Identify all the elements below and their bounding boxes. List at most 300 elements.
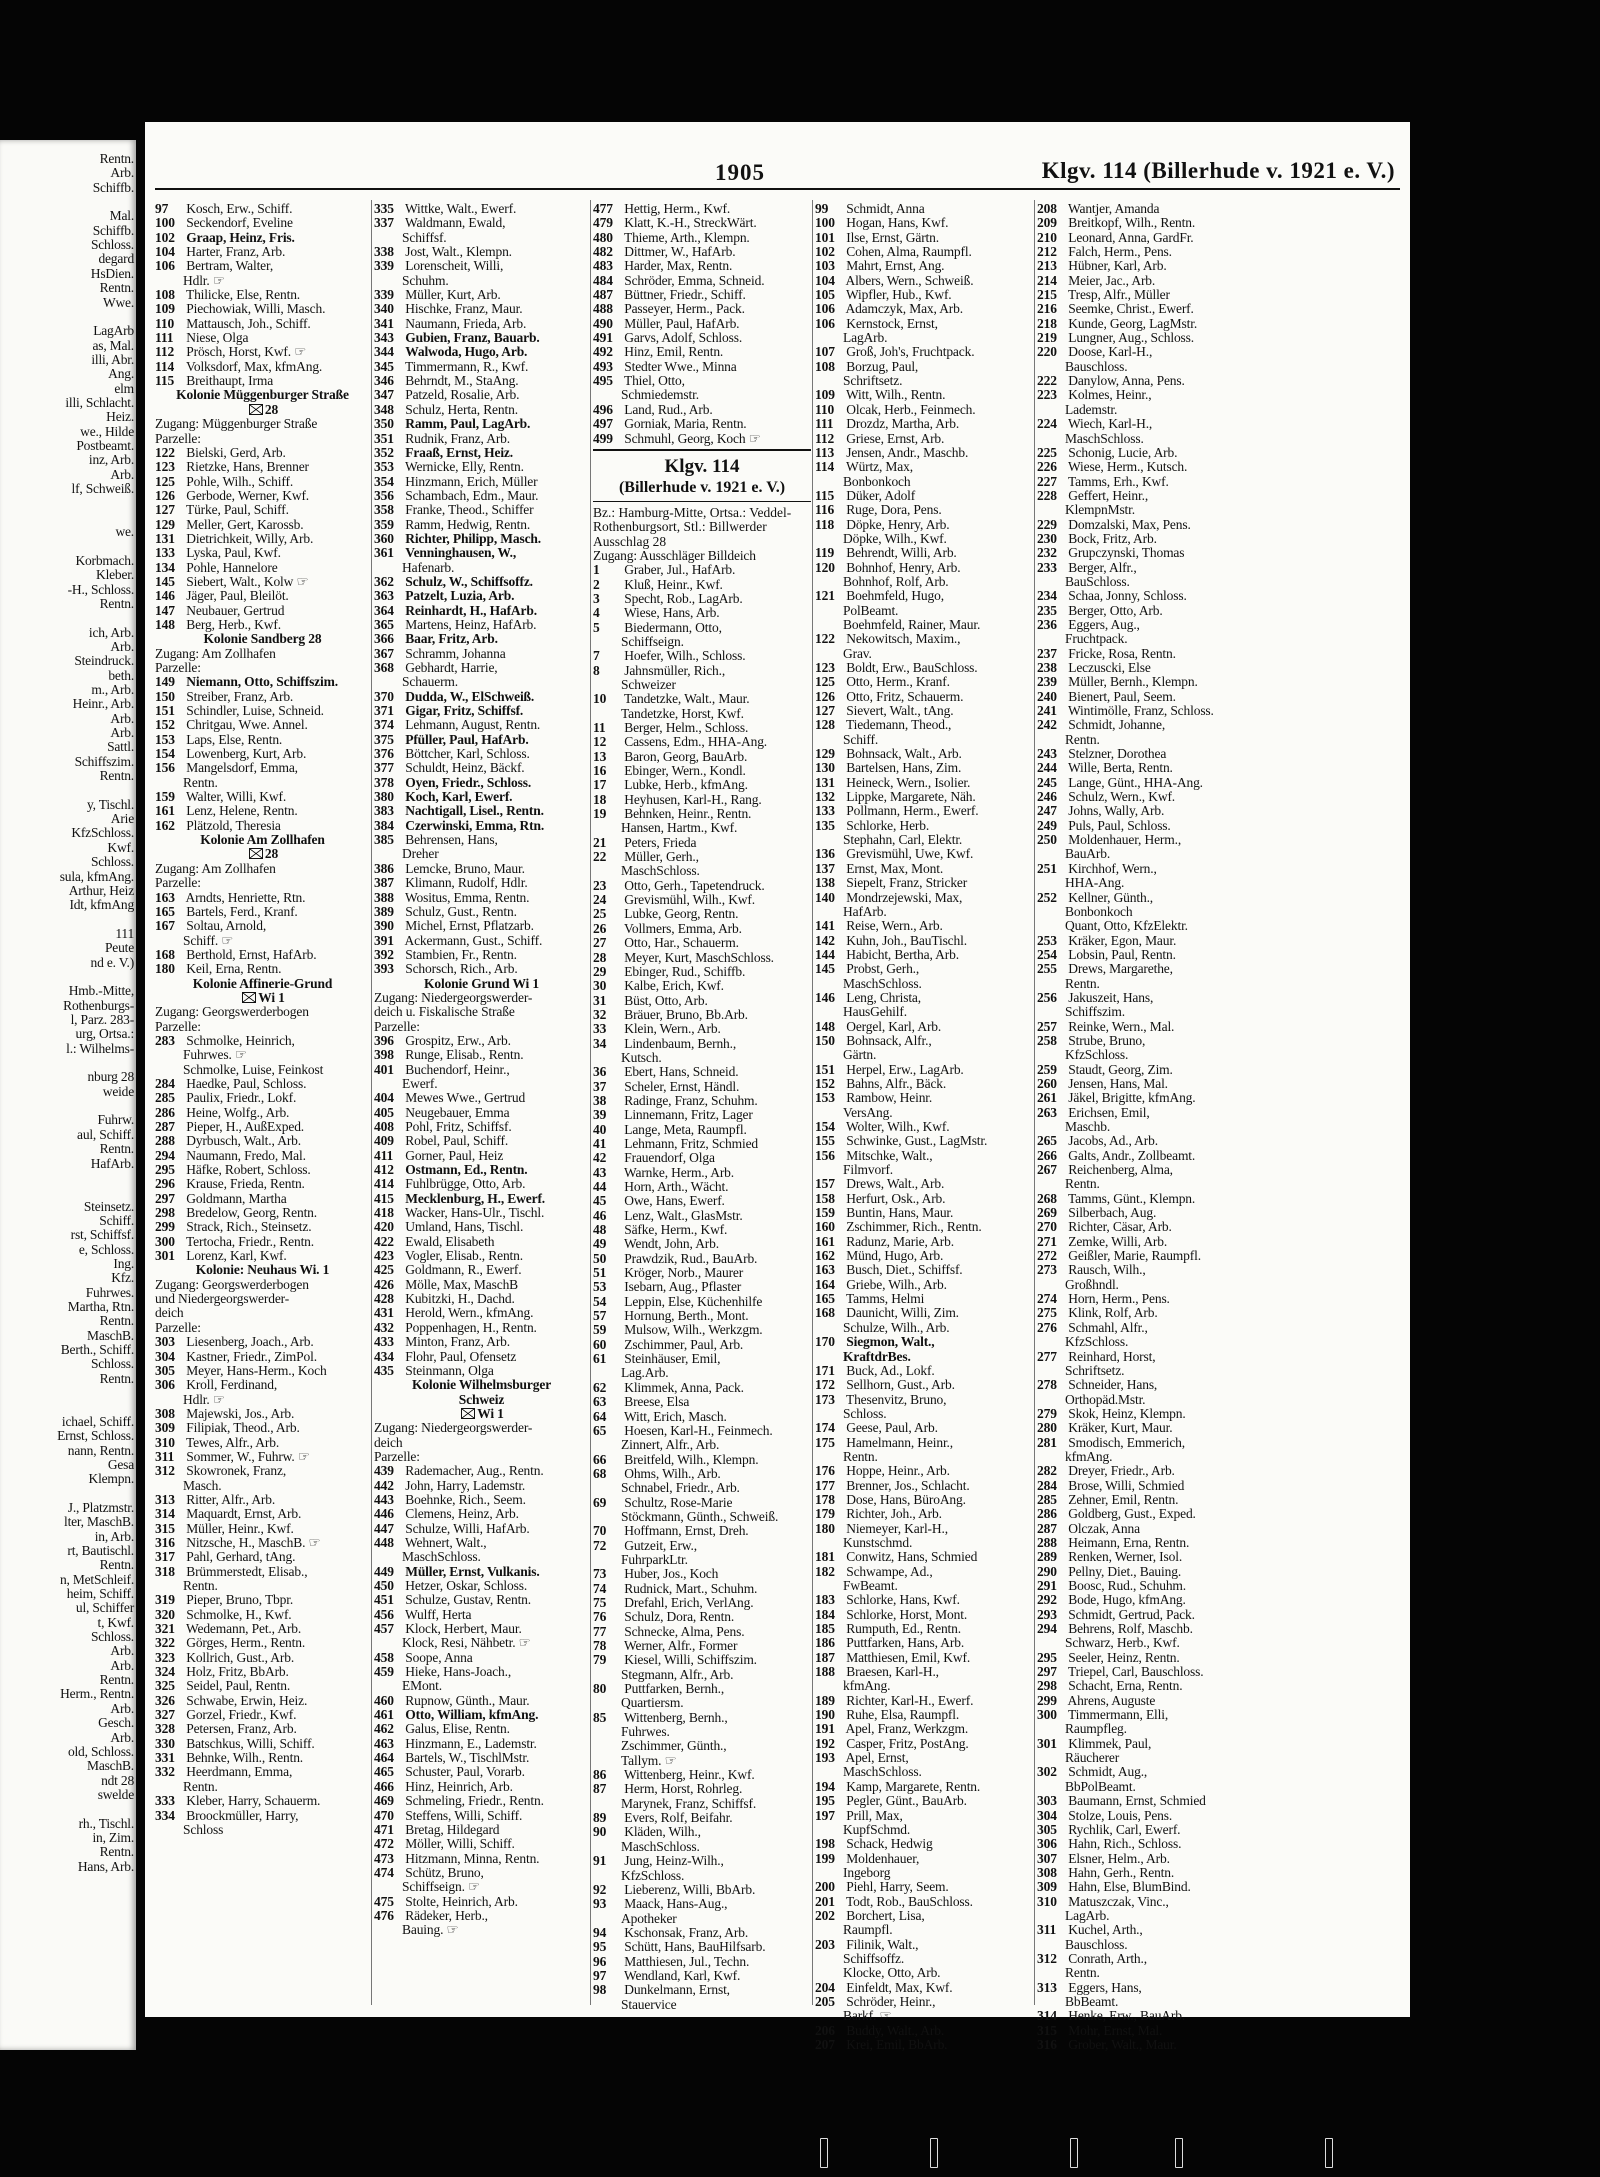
tenant-name: Häfke, Robert, Schloss. bbox=[186, 1162, 311, 1178]
tenant-name: Broockmüller, Harry, bbox=[186, 1807, 299, 1823]
list-item bbox=[593, 1223, 811, 1237]
plot-number: 203 bbox=[815, 1936, 835, 1952]
list-item bbox=[374, 1335, 589, 1349]
tenant-name: Kollrich, Gust., Arb. bbox=[186, 1649, 295, 1665]
list-item bbox=[1037, 274, 1257, 288]
list-item bbox=[593, 403, 811, 417]
plot-number: 470 bbox=[374, 1807, 394, 1823]
plot-number: 28 bbox=[593, 949, 607, 965]
list-item bbox=[155, 819, 370, 833]
list-item bbox=[593, 1639, 811, 1653]
list-item bbox=[374, 1091, 589, 1105]
left-page-line: as, Mal. bbox=[92, 337, 134, 353]
tenant-detail: Grav. bbox=[843, 645, 872, 661]
tenant-name: Schütz, Bruno, bbox=[405, 1864, 484, 1880]
list-item bbox=[593, 345, 811, 359]
tenant-name: Casper, Fritz, PostAng. bbox=[846, 1735, 969, 1751]
list-item-continuation bbox=[1037, 733, 1257, 747]
left-page-line: Hmb.-Mitte, bbox=[68, 983, 134, 999]
plot-number: 161 bbox=[155, 803, 175, 819]
list-item bbox=[155, 1450, 370, 1464]
plot-number: 177 bbox=[815, 1477, 835, 1493]
plot-number: 323 bbox=[155, 1649, 175, 1665]
plot-number: 131 bbox=[155, 530, 175, 546]
list-item bbox=[815, 919, 1033, 933]
plot-number: 173 bbox=[815, 1391, 835, 1407]
plot-number: 463 bbox=[374, 1735, 394, 1751]
list-item bbox=[593, 1653, 811, 1667]
plot-number: 304 bbox=[155, 1348, 175, 1364]
tenant-name: Thilicke, Else, Rentn. bbox=[185, 287, 301, 303]
tenant-detail: Raumpfl. bbox=[843, 1922, 893, 1938]
plot-number: 447 bbox=[374, 1520, 394, 1536]
tenant-name: Schulz, Gust., Rentn. bbox=[405, 903, 517, 919]
plot-number: 327 bbox=[155, 1707, 175, 1723]
plot-number: 97 bbox=[593, 1967, 607, 1983]
list-item bbox=[374, 618, 589, 632]
list-item bbox=[815, 202, 1033, 216]
tenant-name: Wedemann, Pet., Arb. bbox=[185, 1621, 302, 1637]
plot-number: 178 bbox=[815, 1491, 835, 1507]
list-item bbox=[815, 776, 1033, 790]
plot-number: 194 bbox=[815, 1778, 835, 1794]
list-item bbox=[1037, 374, 1257, 388]
tenant-name: Döpke, Henry, Arb. bbox=[846, 516, 950, 532]
tenant-name: Schorsch, Rich., Arb. bbox=[405, 961, 518, 977]
binding-mark bbox=[1325, 2138, 1333, 2168]
tenant-name: Stolze, Louis, Pens. bbox=[1068, 1807, 1173, 1823]
plot-number: 273 bbox=[1037, 1262, 1057, 1278]
plot-number: 306 bbox=[1037, 1836, 1057, 1852]
left-page-line: Rentn. bbox=[99, 1370, 134, 1386]
plot-number: 385 bbox=[374, 832, 394, 848]
list-item bbox=[374, 1249, 589, 1263]
plot-number: 362 bbox=[374, 573, 394, 589]
tenant-name: Wiese, Hans, Arb. bbox=[623, 605, 720, 621]
tenant-detail: Großhndl. bbox=[1065, 1276, 1119, 1292]
list-item bbox=[1037, 804, 1257, 818]
tenant-name: Arndts, Henriette, Rtn. bbox=[185, 889, 306, 905]
tenant-detail: Orthopäd.Mstr. bbox=[1065, 1391, 1146, 1407]
colony-subheading bbox=[155, 403, 370, 417]
list-item bbox=[155, 690, 370, 704]
left-page-line: Peute bbox=[105, 940, 134, 956]
tenant-name: Hinzmann, E., Lademstr. bbox=[405, 1735, 537, 1751]
left-page-line: Schloss. bbox=[90, 854, 134, 870]
tenant-name: Owe, Hans, Ewerf. bbox=[624, 1193, 725, 1209]
list-item-continuation bbox=[815, 1823, 1033, 1837]
plot-number: 313 bbox=[155, 1491, 175, 1507]
list-item-continuation bbox=[593, 1366, 811, 1380]
list-item bbox=[815, 718, 1033, 732]
plot-number: 149 bbox=[155, 674, 175, 690]
access-line: und Niedergeorgswerder- bbox=[155, 1291, 290, 1307]
plot-number: 185 bbox=[815, 1621, 835, 1637]
tenant-name: Seemke, Christ., Ewerf. bbox=[1068, 301, 1194, 317]
list-item bbox=[374, 1106, 589, 1120]
list-item bbox=[815, 1909, 1033, 1923]
plot-number: 100 bbox=[815, 215, 835, 231]
tenant-name: Schröder, Emma, Schneid. bbox=[624, 272, 765, 288]
binding-mark bbox=[930, 2138, 938, 2168]
tenant-name: Griese, Ernst, Arb. bbox=[846, 430, 945, 446]
list-item bbox=[155, 604, 370, 618]
list-item bbox=[815, 1464, 1033, 1478]
tenant-name: Behrens, Rolf, Maschb. bbox=[1068, 1621, 1193, 1637]
plot-number: 253 bbox=[1037, 932, 1057, 948]
left-page-line: Rentn. bbox=[99, 280, 134, 296]
list-item bbox=[593, 793, 811, 807]
list-item bbox=[815, 1794, 1033, 1808]
list-item bbox=[1037, 1306, 1257, 1320]
list-item bbox=[374, 1220, 589, 1234]
tenant-name: Biedermann, Otto, bbox=[624, 619, 722, 635]
list-item bbox=[1037, 704, 1257, 718]
plot-number: 87 bbox=[593, 1781, 607, 1797]
tenant-name: Klein, Wern., Arb. bbox=[624, 1021, 721, 1037]
left-page-line: Schloss. bbox=[90, 237, 134, 253]
tenant-name: Breithaupt, Irma bbox=[186, 373, 274, 389]
tenant-name: Apel, Ernst, bbox=[845, 1750, 909, 1766]
plot-number: 136 bbox=[815, 846, 835, 862]
list-item bbox=[593, 1410, 811, 1424]
list-item bbox=[815, 862, 1033, 876]
list-item bbox=[815, 876, 1033, 890]
plot-number: 99 bbox=[815, 201, 829, 216]
tenant-name: Vollmers, Emma, Arb. bbox=[623, 920, 742, 936]
list-item bbox=[155, 1565, 370, 1579]
tenant-name: Kläden, Wilh., bbox=[624, 1824, 701, 1840]
plot-number: 257 bbox=[1037, 1018, 1057, 1034]
list-item bbox=[155, 1192, 370, 1206]
plot-number: 105 bbox=[815, 287, 835, 303]
tenant-detail: Bohnhof, Rolf, Arb. bbox=[843, 573, 949, 589]
tenant-name: Wintimölle, Franz, Schloss. bbox=[1067, 703, 1214, 719]
tenant-name: Ostmann, Ed., Rentn. bbox=[405, 1162, 528, 1178]
tenant-detail: Tandetzke, Horst, Kwf. bbox=[621, 705, 744, 721]
tenant-name: Kuchel, Arth., bbox=[1068, 1922, 1143, 1938]
list-item bbox=[374, 360, 589, 374]
tenant-detail: Hafenarb. bbox=[402, 559, 455, 575]
colony-subheading bbox=[155, 991, 370, 1005]
list-item bbox=[374, 1823, 589, 1837]
plot-number: 235 bbox=[1037, 602, 1057, 618]
tenant-name: Oergel, Karl, Arb. bbox=[846, 1018, 942, 1034]
access-line: Parzelle: bbox=[155, 430, 201, 446]
list-item bbox=[1037, 1034, 1257, 1048]
list-item bbox=[593, 1496, 811, 1510]
access-line: Parzelle: bbox=[155, 875, 201, 891]
tenant-name: Müller, Heinr., Kwf. bbox=[186, 1520, 294, 1536]
plot-number: 156 bbox=[815, 1147, 835, 1163]
plot-number: 37 bbox=[593, 1078, 607, 1094]
left-page-line: in, Zim. bbox=[92, 1829, 134, 1845]
plot-number: 387 bbox=[374, 875, 394, 891]
left-page-line: Klempn. bbox=[88, 1471, 134, 1487]
tenant-name: Pohl, Fritz, Schiffsf. bbox=[405, 1119, 512, 1134]
plot-number: 339 bbox=[374, 287, 394, 303]
tenant-name: Müller, Ernst, Vulkanis. bbox=[405, 1563, 540, 1579]
tenant-name: Grevismühl, Uwe, Kwf. bbox=[846, 846, 974, 862]
list-item bbox=[593, 721, 811, 735]
list-item bbox=[1037, 231, 1257, 245]
plot-number: 398 bbox=[374, 1047, 394, 1063]
tenant-name: Smodisch, Emmerich, bbox=[1068, 1434, 1185, 1450]
list-item bbox=[593, 1524, 811, 1538]
tenant-name: Düker, Adolf bbox=[846, 487, 916, 503]
tenant-name: Lenz, Helene, Rentn. bbox=[186, 803, 298, 819]
list-item bbox=[155, 1708, 370, 1722]
tenant-detail: KfzSchloss. bbox=[1065, 1047, 1129, 1063]
tenant-name: Dreyer, Friedr., Arb. bbox=[1068, 1463, 1175, 1479]
list-item bbox=[155, 1722, 370, 1736]
page-number: 1905 bbox=[715, 160, 765, 185]
plot-number: 130 bbox=[815, 760, 835, 776]
list-item bbox=[155, 288, 370, 302]
list-item bbox=[374, 891, 589, 905]
list-item bbox=[593, 1065, 811, 1079]
plot-number: 388 bbox=[374, 889, 394, 905]
left-page-line: Mal. bbox=[109, 208, 134, 224]
left-page-line: Arb. bbox=[110, 165, 134, 181]
tenant-name: Thesenvitz, Bruno, bbox=[845, 1391, 947, 1407]
plot-number: 482 bbox=[593, 244, 613, 260]
list-item bbox=[374, 632, 589, 646]
plot-number: 401 bbox=[374, 1061, 394, 1077]
list-item bbox=[1037, 1479, 1257, 1493]
plot-number: 190 bbox=[815, 1707, 835, 1723]
list-item bbox=[155, 446, 370, 460]
tenant-name: Mulsow, Wilh., Werkzgm. bbox=[624, 1322, 763, 1338]
list-item bbox=[593, 692, 811, 706]
list-item bbox=[374, 1751, 589, 1765]
list-item bbox=[155, 360, 370, 374]
plot-number: 202 bbox=[815, 1907, 835, 1923]
list-item-continuation bbox=[155, 934, 370, 948]
tenant-name: Heimann, Erna, Rentn. bbox=[1068, 1534, 1190, 1550]
plot-number: 367 bbox=[374, 645, 394, 661]
colony-subheading-text: Kolonie Affinerie-Grund bbox=[192, 975, 333, 991]
list-item bbox=[1037, 1206, 1257, 1220]
plot-number: 274 bbox=[1037, 1291, 1057, 1307]
list-item-continuation bbox=[593, 1481, 811, 1495]
list-item bbox=[1037, 661, 1257, 675]
list-item bbox=[374, 1350, 589, 1364]
tenant-detail: Schmiedemstr. bbox=[621, 387, 699, 403]
tenant-name: Maquardt, Ernst, Arb. bbox=[186, 1506, 302, 1522]
plot-number: 229 bbox=[1037, 516, 1057, 532]
tenant-name: Gigar, Fritz, Schiffsf. bbox=[405, 703, 524, 719]
plot-number: 144 bbox=[815, 946, 835, 962]
list-item bbox=[374, 862, 589, 876]
plot-number: 140 bbox=[815, 889, 835, 905]
tenant-name: Stolte, Heinrich, Arb. bbox=[405, 1893, 518, 1909]
entry-column-4 bbox=[815, 201, 1033, 2052]
tenant-detail: Döpke, Wilh., Kwf. bbox=[843, 530, 947, 546]
list-item-continuation bbox=[374, 274, 589, 288]
tenant-detail: MaschSchloss. bbox=[1065, 430, 1144, 446]
tenant-detail: HHA-Ang. bbox=[1065, 875, 1125, 891]
access-line: Zugang: Niedergeorgswerder- bbox=[374, 1420, 533, 1436]
tenant-name: Schmolke, Heinrich, bbox=[186, 1032, 295, 1048]
plot-number: 193 bbox=[815, 1750, 835, 1766]
tenant-name: Kirchhof, Wern., bbox=[1068, 860, 1157, 876]
tenant-name: Kernstock, Ernst, bbox=[846, 315, 938, 331]
list-item bbox=[155, 1794, 370, 1808]
left-page-line: Rentn. bbox=[99, 1844, 134, 1860]
list-item bbox=[374, 948, 589, 962]
plot-number: 473 bbox=[374, 1850, 394, 1866]
plot-number: 332 bbox=[155, 1764, 175, 1780]
tenant-name: Schulz, Dora, Rentn. bbox=[624, 1609, 735, 1625]
plot-number: 309 bbox=[1037, 1879, 1057, 1895]
plot-number: 208 bbox=[1037, 201, 1057, 216]
plot-number: 57 bbox=[593, 1308, 607, 1324]
plot-number: 465 bbox=[374, 1764, 394, 1780]
plot-number: 115 bbox=[815, 487, 835, 503]
list-item-continuation bbox=[593, 1668, 811, 1682]
list-item-continuation bbox=[815, 977, 1033, 991]
left-page-line: MaschB. bbox=[87, 1758, 134, 1774]
plot-number: 308 bbox=[155, 1405, 175, 1421]
tenant-name: Adamczyk, Max, Arb. bbox=[845, 301, 963, 317]
list-item bbox=[374, 934, 589, 948]
list-item bbox=[1037, 1493, 1257, 1507]
plot-number: 291 bbox=[1037, 1578, 1057, 1593]
colony-subheading-text: Kolonie Sandberg 28 bbox=[203, 631, 322, 647]
binding-mark bbox=[1175, 2138, 1183, 2168]
plot-number: 246 bbox=[1037, 789, 1057, 805]
left-page-line: Arb. bbox=[110, 638, 134, 654]
tenant-name: Flohr, Paul, Ofensetz bbox=[405, 1348, 517, 1364]
plot-number: 356 bbox=[374, 487, 394, 503]
plot-number: 272 bbox=[1037, 1248, 1057, 1264]
tenant-name: Grober, Walt., Maur. bbox=[1068, 2037, 1177, 2052]
plot-number: 153 bbox=[155, 731, 175, 747]
plot-number: 415 bbox=[374, 1190, 394, 1206]
list-item-continuation bbox=[593, 1051, 811, 1065]
list-item bbox=[155, 1407, 370, 1421]
list-item bbox=[593, 1768, 811, 1782]
tenant-name: Schulz, Wern., Kwf. bbox=[1068, 789, 1176, 805]
tenant-name: Goldmann, R., Ewerf. bbox=[405, 1262, 522, 1278]
plot-number: 179 bbox=[815, 1506, 835, 1522]
plot-number: 360 bbox=[374, 530, 394, 546]
list-item bbox=[1037, 1249, 1257, 1263]
post-box-icon bbox=[461, 1408, 475, 1419]
plot-number: 79 bbox=[593, 1652, 607, 1668]
tenant-name: Pollmann, Herm., Ewerf. bbox=[846, 803, 979, 819]
tenant-name: Klimmek, Paul, bbox=[1068, 1735, 1152, 1751]
list-item-continuation bbox=[1037, 503, 1257, 517]
list-item bbox=[1037, 589, 1257, 603]
list-item bbox=[374, 1177, 589, 1191]
list-item bbox=[374, 1048, 589, 1062]
list-item bbox=[1037, 1794, 1257, 1808]
left-page-line: nburg 28 bbox=[87, 1069, 134, 1085]
tenant-name: Grupczynski, Thomas bbox=[1068, 545, 1185, 561]
plot-number: 472 bbox=[374, 1836, 394, 1852]
list-item-continuation bbox=[155, 1579, 370, 1593]
list-item bbox=[593, 1338, 811, 1352]
plot-number: 449 bbox=[374, 1563, 394, 1579]
plot-number: 13 bbox=[593, 748, 607, 764]
tenant-name: Berg, Herb., Kwf. bbox=[186, 616, 281, 632]
tenant-detail: Rentn. bbox=[1065, 975, 1100, 991]
list-item-continuation bbox=[593, 1912, 811, 1926]
plot-number: 315 bbox=[1037, 2022, 1057, 2038]
list-item bbox=[815, 1522, 1033, 1536]
list-item bbox=[815, 704, 1033, 718]
plot-number: 78 bbox=[593, 1638, 607, 1653]
tenant-detail: Schnabel, Friedr., Arb. bbox=[621, 1480, 740, 1496]
tenant-name: Müller, Paul, HafArb. bbox=[624, 315, 740, 331]
plot-number: 102 bbox=[155, 229, 175, 245]
list-item-continuation bbox=[1037, 1120, 1257, 1134]
list-item bbox=[1037, 1163, 1257, 1177]
left-page-line: HsDien. bbox=[90, 265, 134, 281]
plot-number: 378 bbox=[374, 774, 394, 790]
plot-number: 294 bbox=[155, 1147, 175, 1163]
plot-number: 107 bbox=[815, 344, 835, 360]
tenant-name: Hinz, Emil, Rentn. bbox=[624, 344, 724, 360]
list-item bbox=[593, 1209, 811, 1223]
plot-number: 483 bbox=[593, 258, 613, 274]
plot-number: 89 bbox=[593, 1810, 607, 1826]
list-item bbox=[1037, 1765, 1257, 1779]
tenant-detail: Schulze, Wilh., Arb. bbox=[843, 1319, 950, 1335]
tenant-name: Rietzke, Hans, Brenner bbox=[186, 459, 309, 475]
tenant-name: Staudt, Georg, Zim. bbox=[1068, 1061, 1173, 1077]
tenant-name: Maack, Hans-Aug., bbox=[624, 1896, 728, 1912]
list-item bbox=[593, 893, 811, 907]
colony-subheading bbox=[374, 1407, 589, 1421]
tenant-name: Naumann, Fredo, Mal. bbox=[186, 1147, 306, 1163]
list-item-continuation bbox=[374, 1550, 589, 1564]
plot-number: 319 bbox=[155, 1592, 175, 1608]
plot-number: 22 bbox=[593, 849, 607, 865]
plot-number: 321 bbox=[155, 1621, 175, 1637]
plot-number: 456 bbox=[374, 1606, 394, 1622]
plot-number: 30 bbox=[593, 978, 607, 994]
plot-number: 414 bbox=[374, 1176, 394, 1192]
tenant-detail: Stauervice bbox=[621, 1996, 677, 2012]
list-item bbox=[155, 1163, 370, 1177]
plot-number: 471 bbox=[374, 1821, 394, 1837]
tenant-name: Eggers, Aug., bbox=[1068, 616, 1140, 632]
colony-subheading-text: Kolonie: Neuhaus Wi. 1 bbox=[195, 1262, 330, 1278]
plot-number: 152 bbox=[155, 717, 175, 733]
tenant-detail: MaschSchloss. bbox=[402, 1549, 481, 1565]
tenant-name: Wittenberg, Bernh., bbox=[623, 1709, 728, 1725]
tenant-name: Gorzel, Friedr., Kwf. bbox=[186, 1707, 297, 1723]
tenant-name: Heine, Wolfg., Arb. bbox=[186, 1104, 290, 1120]
entry-column-3 bbox=[593, 201, 811, 2012]
list-item bbox=[1037, 1923, 1257, 1937]
plot-number: 300 bbox=[1037, 1707, 1057, 1723]
tenant-detail: Ingeborg bbox=[843, 1864, 891, 1880]
plot-number: 180 bbox=[815, 1520, 835, 1536]
plot-number: 334 bbox=[155, 1807, 175, 1823]
tenant-name: Pieper, Bruno, Tbpr. bbox=[186, 1592, 294, 1608]
tenant-detail: Boehmfeld, Rainer, Maur. bbox=[843, 616, 981, 632]
plot-number: 271 bbox=[1037, 1233, 1057, 1249]
plot-number: 389 bbox=[374, 903, 394, 919]
plot-number: 247 bbox=[1037, 803, 1057, 819]
tenant-name: Hübner, Karl, Arb. bbox=[1068, 258, 1167, 274]
left-page-line: Fuhrwes. bbox=[85, 1284, 134, 1300]
list-item-continuation bbox=[155, 776, 370, 790]
